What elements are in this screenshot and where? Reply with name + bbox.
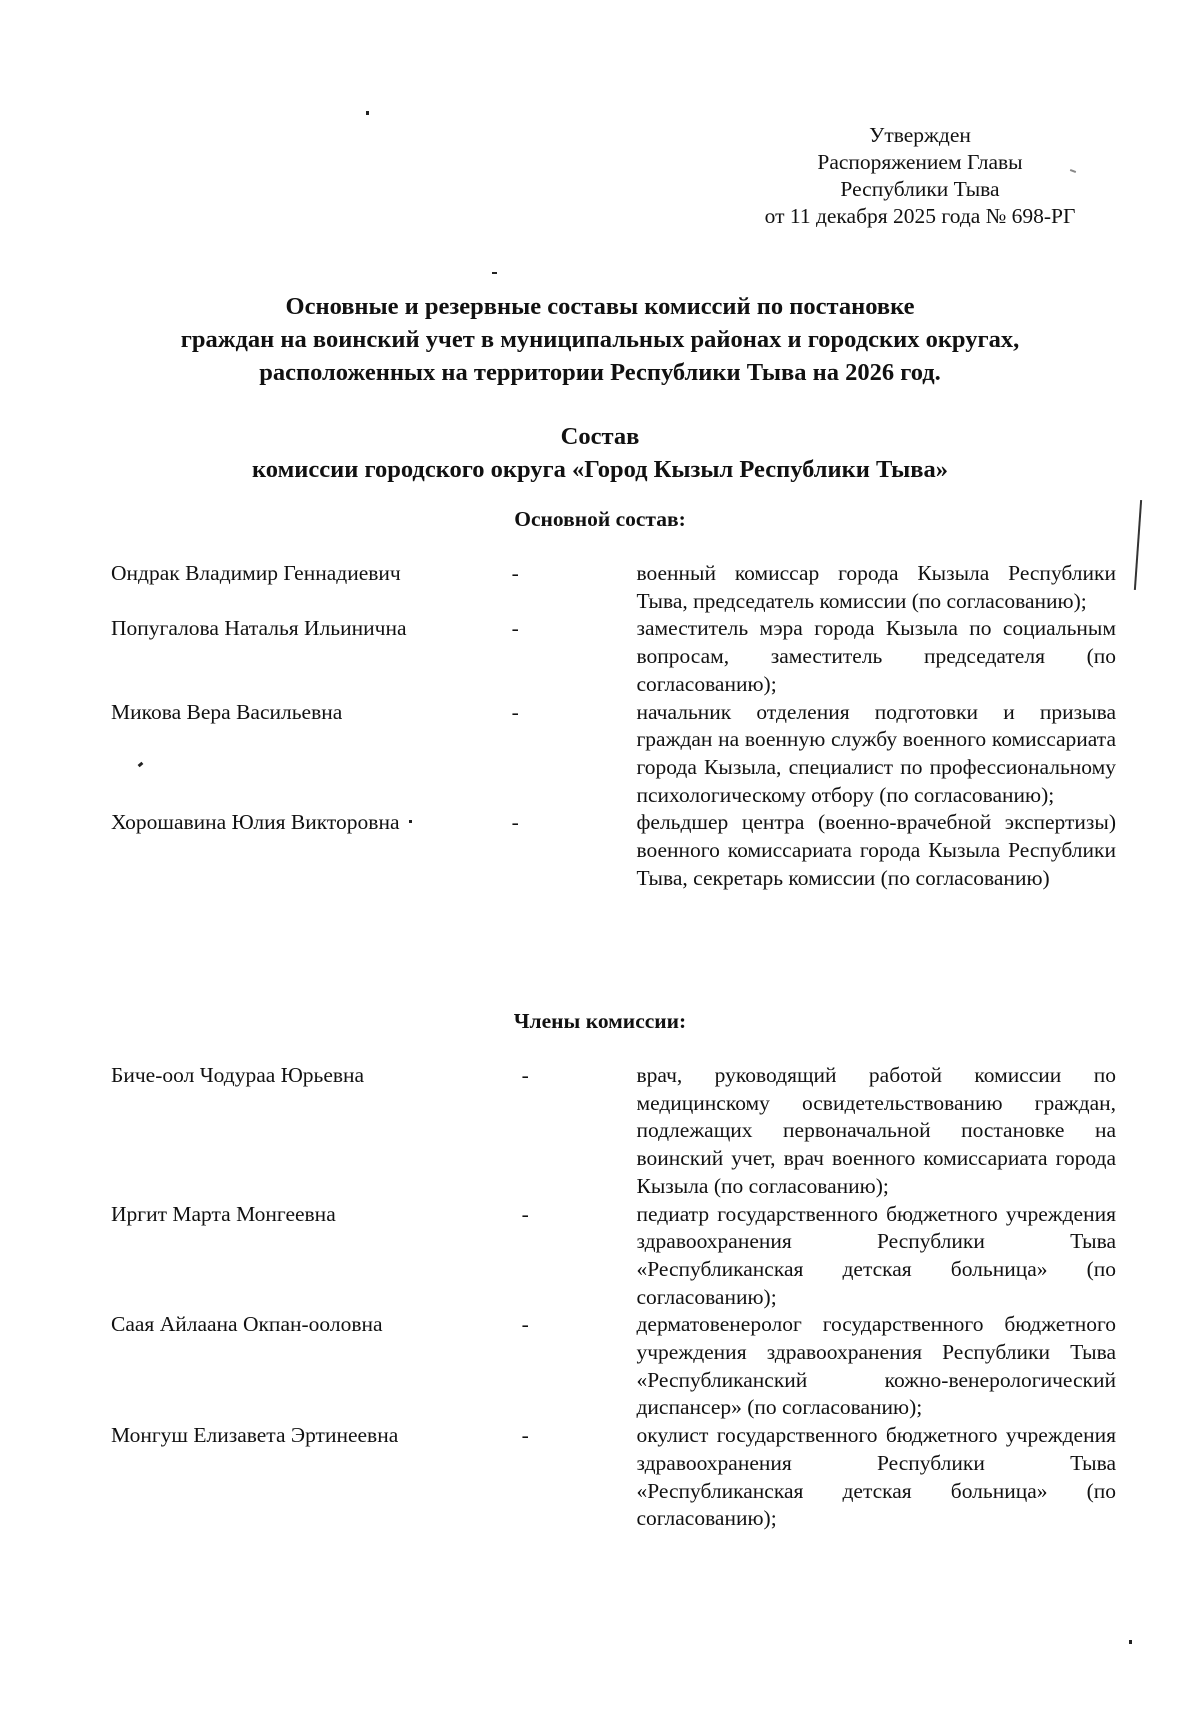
member-role: окулист государственного бюджетного учреждения здравоохранения Республики Тыва «Республиканская детская больница» (по согласованию); bbox=[636, 1423, 1116, 1531]
approval-line-4: от 11 декабря 2025 года № 698-РГ bbox=[764, 204, 1076, 228]
member-role: заместитель мэра города Кызыла по социальным вопросам, заместитель председателя (по согласованию); bbox=[636, 616, 1116, 696]
member-dash: - bbox=[511, 616, 519, 641]
member-dash: - bbox=[521, 1312, 529, 1337]
scan-speck bbox=[366, 111, 369, 115]
member-dash: - bbox=[521, 1063, 529, 1087]
member-role: врач, руководящий работой комиссии по медицинскому освидетельствованию граждан, подлежащих первоначальной постановке на воинский учет, врач военного комиссариата города Кызыла (по согласованию); bbox=[636, 1063, 1116, 1198]
member-name: Ондрак Владимир Геннадиевич bbox=[111, 561, 401, 585]
member-name: Монгуш Елизавета Эртинеевна bbox=[111, 1423, 399, 1448]
member-dash: - bbox=[521, 1201, 529, 1226]
member-name: Биче-оол Чодураа Юрьевна bbox=[111, 1063, 365, 1087]
member-role: фельдшер центра (военно-врачебной экспертизы) военного комиссариата города Кызыла Республики Тыва, секретарь комиссии (по согласованию) bbox=[636, 810, 1116, 890]
member-role: дерматовенеролог государственного бюджетного учреждения здравоохранения Республики Тыва «Республиканский кожно-венерологический диспансер» (по согласованию); bbox=[636, 1312, 1116, 1420]
main-section-heading: Основной состав: bbox=[514, 507, 686, 531]
member-name: Саая Айлаана Окпан-ооловна bbox=[111, 1312, 383, 1337]
list-item bbox=[111, 615, 1116, 698]
approval-block bbox=[740, 122, 1100, 230]
list-item bbox=[111, 1062, 1116, 1201]
member-role: начальник отделения подготовки и призыва граждан на военную службу военного комиссариата города Кызыла, специалист по профессиональному психологическому отбору (по согласованию); bbox=[636, 699, 1116, 807]
list-item bbox=[111, 560, 1116, 615]
approval-line-2: Распоряжением Главы bbox=[817, 150, 1023, 174]
member-role: педиатр государственного бюджетного учреждения здравоохранения Республики Тыва «Республиканская детская больница» (по согласованию); bbox=[636, 1201, 1116, 1309]
member-role: военный комиссар города Кызыла Республики Тыва, председатель комиссии (по согласованию); bbox=[636, 561, 1116, 613]
main-members-list bbox=[111, 560, 1116, 892]
member-dash: - bbox=[511, 810, 519, 835]
document-title bbox=[60, 290, 1140, 389]
composition-heading: Состав bbox=[560, 423, 640, 450]
title-line-2: граждан на воинский учет в муниципальных районах и городских округах, bbox=[180, 326, 1020, 353]
list-item bbox=[111, 809, 1116, 892]
member-name: Иргит Марта Монгеевна bbox=[111, 1201, 336, 1226]
list-item bbox=[111, 1422, 1116, 1533]
list-item bbox=[111, 699, 1116, 810]
title-line-3: расположенных на территории Республики Тыва на 2026 год. bbox=[259, 359, 941, 386]
member-dash: - bbox=[511, 699, 519, 724]
member-name: Микова Вера Васильевна bbox=[111, 699, 343, 724]
composition-subheading: комиссии городского округа «Город Кызыл Республики Тыва» bbox=[252, 456, 948, 483]
member-name: Попугалова Наталья Ильинична bbox=[111, 616, 407, 641]
scan-speck bbox=[1129, 1640, 1132, 1644]
commission-members-list bbox=[111, 1062, 1116, 1533]
member-name: Хорошавина Юлия Викторовна bbox=[111, 810, 400, 835]
approval-line-1: Утвержден bbox=[869, 123, 971, 147]
title-line-1: Основные и резервные составы комиссий по постановке bbox=[285, 293, 915, 320]
member-dash: - bbox=[521, 1423, 529, 1448]
scan-speck bbox=[492, 272, 497, 274]
list-item bbox=[111, 1201, 1116, 1312]
approval-line-3: Республики Тыва bbox=[840, 177, 1000, 201]
members-section-heading: Члены комиссии: bbox=[513, 1009, 687, 1033]
member-dash: - bbox=[511, 561, 519, 585]
list-item bbox=[111, 1311, 1116, 1422]
composition-heading-block bbox=[60, 420, 1140, 486]
scan-speck bbox=[409, 820, 412, 823]
